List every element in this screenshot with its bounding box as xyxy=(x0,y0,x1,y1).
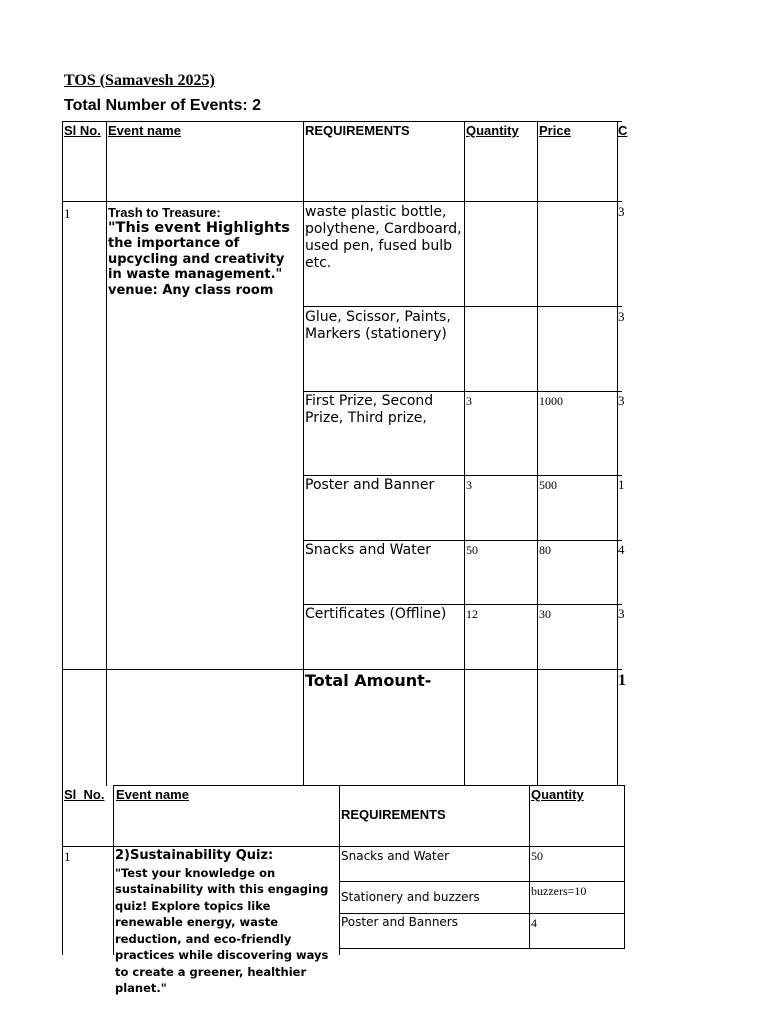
event-sl-number: 1 xyxy=(64,849,71,864)
requirement-cell: Snacks and Water xyxy=(341,849,450,863)
quantity-cell: 3 xyxy=(466,394,472,408)
table-border xyxy=(62,121,63,786)
table-border xyxy=(339,881,625,882)
price-cell: 80 xyxy=(539,543,551,557)
table-border xyxy=(537,121,538,786)
table-border xyxy=(62,669,622,670)
cost-cell-clipped: 3 xyxy=(618,204,625,219)
table-border xyxy=(106,121,107,786)
table-border xyxy=(529,785,530,949)
table-border xyxy=(62,121,622,122)
table-border xyxy=(464,121,465,786)
table-border xyxy=(113,785,114,955)
cost-cell-clipped: 3 xyxy=(618,309,625,324)
header-quantity: Quantity xyxy=(531,787,584,802)
header-quantity: Quantity xyxy=(466,123,519,138)
table-border xyxy=(303,475,622,476)
requirement-cell: Stationery and buzzers xyxy=(341,890,480,904)
table-border xyxy=(303,604,622,605)
event-name: 2)Sustainability Quiz: xyxy=(115,848,274,863)
header-requirements: REQUIREMENTS xyxy=(305,123,410,138)
header-sl-no: Sl No. xyxy=(64,787,105,802)
event-venue: venue: Any class room xyxy=(108,282,274,298)
event-name: Trash to Treasure: xyxy=(108,205,221,220)
table-border xyxy=(303,391,622,392)
price-cell: 500 xyxy=(539,478,557,492)
table-border xyxy=(62,846,625,847)
table-border xyxy=(303,540,622,541)
event-quote-body: the importance of upcycling and creativity in waste management." xyxy=(108,236,285,282)
event-description xyxy=(115,848,339,995)
header-sl-no: Sl No. xyxy=(64,123,101,138)
header-price: Price xyxy=(539,123,571,138)
header-cost-clipped: C xyxy=(618,123,628,138)
quantity-cell: 3 xyxy=(466,478,472,492)
quantity-cell: 4 xyxy=(531,916,537,930)
page-title: TOS (Samavesh 2025) xyxy=(64,72,215,89)
requirement-cell: Snacks and Water xyxy=(305,542,432,558)
table-border xyxy=(339,948,625,949)
requirements-table-event-2 xyxy=(62,785,625,995)
requirement-cell: Poster and Banner xyxy=(305,477,435,493)
header-event-name: Event name xyxy=(116,787,189,802)
cost-cell-clipped: 1 xyxy=(618,477,625,492)
table-border xyxy=(624,785,625,949)
total-events-heading: Total Number of Events: 2 xyxy=(64,97,262,114)
requirement-cell: Glue, Scissor, Paints, Markers (stationery) xyxy=(305,309,451,342)
cost-cell-clipped: 3 xyxy=(618,606,625,621)
event-quote-lead: "This event Highlights xyxy=(108,219,290,236)
quantity-cell: 50 xyxy=(466,543,478,557)
cost-cell-clipped: 4 xyxy=(618,542,625,557)
requirements-table-event-1 xyxy=(62,121,722,786)
quantity-cell: buzzers=10 xyxy=(531,884,587,898)
requirement-cell: First Prize, Second Prize, Third prize, xyxy=(305,393,434,426)
header-requirements: REQUIREMENTS xyxy=(341,807,446,822)
price-cell: 1000 xyxy=(539,394,563,408)
requirement-cell: Certificates (Offline) xyxy=(305,606,447,622)
table-border xyxy=(339,785,340,955)
cost-column-clipped xyxy=(618,121,628,786)
event-sl-number: 1 xyxy=(64,206,71,221)
price-cell: 30 xyxy=(539,607,551,621)
table-border xyxy=(303,306,622,307)
quantity-cell: 12 xyxy=(466,607,478,621)
total-amount-label: Total Amount- xyxy=(305,671,432,690)
requirement-cell: waste plastic bottle, polythene, Cardboard, used pen, fused bulb etc. xyxy=(305,204,462,271)
total-cost-clipped: 1 xyxy=(618,672,626,689)
quantity-cell: 50 xyxy=(531,849,543,863)
cost-cell-clipped: 3 xyxy=(618,393,625,408)
event-description xyxy=(108,205,302,298)
table-border xyxy=(62,201,622,202)
requirement-cell: Poster and Banners xyxy=(341,915,458,929)
table-border xyxy=(113,785,625,786)
event-summary: "Test your knowledge on sustainability with this engaging quiz! Explore topics like renewable energy, waste reduction, and eco-friendly practices while discovering ways to create a greener, healthier planet." xyxy=(115,865,329,995)
header-event-name: Event name xyxy=(108,123,181,138)
table-border xyxy=(303,121,304,786)
table-border xyxy=(62,785,63,955)
